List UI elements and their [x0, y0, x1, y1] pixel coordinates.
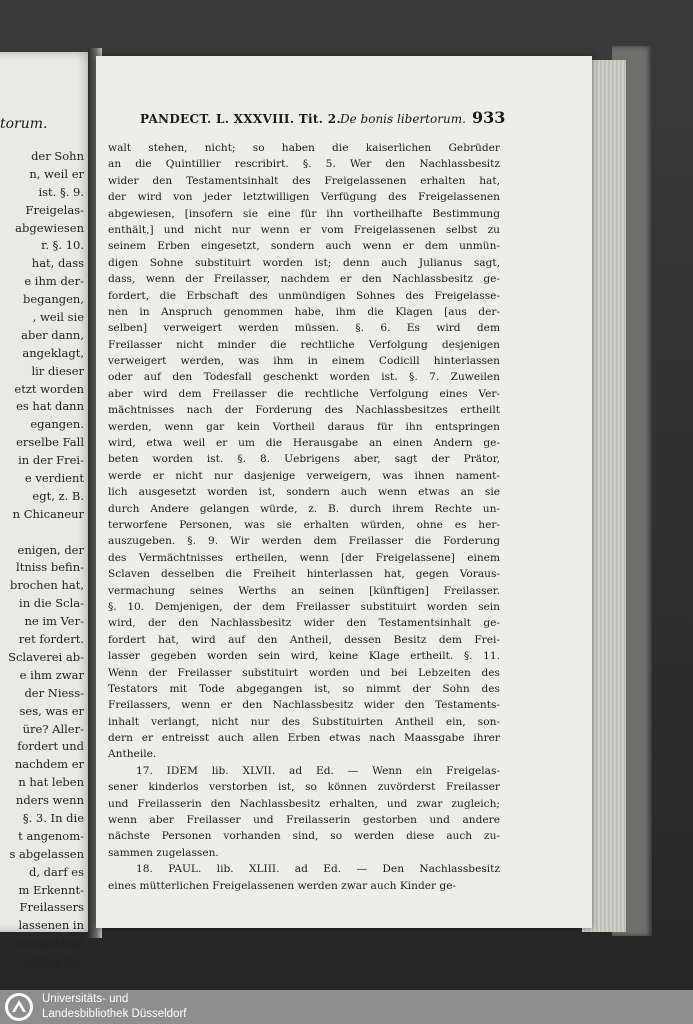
text-line: Antheile.	[108, 748, 157, 761]
text-line: dern er entreisst auch allen Erben etwas nach Maassgabe ihrer	[108, 732, 500, 745]
left-page-line: lassenen in	[18, 918, 84, 933]
text-line: beten worden ist. §. 8. Uebrigens aber, sagt der Prätor,	[108, 453, 500, 466]
text-line: wird, etwa weil er um die Herausgabe an einen Andern ge-	[108, 437, 500, 450]
left-page-line: s abgelassen	[9, 846, 84, 861]
text-line: Wenn der Freilasser substituirt worden und bei Lebzeiten des	[108, 666, 500, 679]
text-line: lich ausgesetzt worden ist, sondern auch wenn etwas an sie	[108, 486, 500, 499]
left-page-line: Freigelas-	[25, 202, 84, 217]
left-page-line: der Sohn	[31, 149, 84, 163]
left-page-line: etzt worden	[14, 381, 84, 396]
text-line: und Freilasserin den Nachlassbesitz erhalten, und zwar zugleich;	[108, 797, 500, 810]
text-line: nächste Personen vorhanden sind, so werden diese auch zu-	[108, 830, 500, 843]
text-line: lasser gegeben worden sein wird, keine Klage ertheilt. §. 11.	[108, 650, 500, 663]
text-line: terworfene Personen, was sie erhalten würden, ohne es her-	[108, 518, 500, 531]
left-page-line: üre? Aller-	[22, 721, 84, 736]
text-line: auszugeben. §. 9. Wir werden dem Freilasser die Forderung	[108, 535, 500, 548]
text-line: mächtnisses nach der Forderung des Nachlassbesitzes ertheilt	[108, 404, 500, 417]
left-page-line: n, weil er	[29, 166, 84, 181]
left-page-line: nders wenn	[15, 793, 84, 808]
text-line: inhalt verlangt, nicht nur des Substituirten Antheil ein, son-	[108, 715, 500, 728]
text-line: nen in Anspruch genommen habe, ihm die Klagen [aus der-	[108, 305, 500, 318]
running-head-title: PANDECT. L. XXXVIII. Tit. 2.	[140, 112, 341, 126]
text-line: durch Andere gelangen würde, z. B. durch ihrem Rechte un-	[108, 502, 500, 515]
left-page-line: seiner Ge-	[24, 954, 84, 969]
left-page-line: aber dann,	[21, 327, 84, 342]
left-page-line: t angenom-	[18, 828, 84, 843]
left-page-line: egangen.	[30, 417, 84, 432]
left-page-line: in der Frei-	[18, 453, 84, 468]
left-page-line: brochen hat,	[9, 578, 84, 593]
text-line: selben] verweigert werden müssen. §. 6. Es wird dem	[108, 322, 500, 335]
left-page-line: erselbe Fall	[16, 435, 84, 450]
left-page-line: e ihm zwar	[19, 667, 84, 682]
text-line: Sclaven desselben die Freiheit hinterlassen hat, gegen Voraus-	[108, 568, 500, 581]
left-page-line: abgewiesen	[15, 220, 84, 235]
text-line: wider den Testamentsinhalt des Freigelassenen erhalten hat,	[108, 174, 500, 187]
text-line: Freilassers, wenn er den Nachlassbesitz wider den Testaments-	[108, 699, 500, 712]
left-page-line: , weil sie	[32, 310, 84, 325]
text-line: Testators mit Tode abgegangen ist, so nimmt der Sohn des	[108, 682, 500, 695]
left-page-line: §. 3. In die	[22, 810, 84, 825]
text-line: aber wird dem Freilasser die rechtliche Verfolgung eines Ver-	[108, 387, 500, 400]
library-name-line-2: Landesbibliothek Düsseldorf	[42, 1007, 187, 1020]
left-page-line: es hat dann	[16, 399, 84, 414]
page-number: 933	[472, 108, 506, 127]
text-line: verweigert werden, was ihm in einem Codicill hinterlassen	[108, 355, 500, 368]
text-line: wenn aber Freilasser und Freilasserin gestorben und andere	[108, 814, 500, 827]
text-line: abgewiesen, [insofern sie eine für ihn vortheilhafte Bestimmung	[108, 207, 500, 220]
left-page-line: m Erkennt-	[18, 882, 84, 897]
left-page-line: s angeklagt	[16, 936, 84, 951]
left-page-line: ne im Ver-	[24, 614, 84, 629]
left-page-line: ist. §. 9.	[38, 184, 84, 199]
text-line: sener kinderlos verstorben ist, so können zuvörderst Freilasser	[108, 781, 500, 794]
left-page-line: ret fordert.	[18, 632, 84, 647]
text-line: digen Sohne substituirt worden ist; denn auch Julianus sagt,	[108, 256, 500, 269]
left-page-line: d, darf es	[28, 864, 84, 879]
text-line: 17. IDEM lib. XLVII. ad Ed. — Wenn ein Freigelas-	[136, 764, 500, 777]
left-page-line: e ihm der-	[24, 274, 84, 289]
left-page-line: Freilassers	[19, 900, 84, 915]
text-line: 18. PAUL. lib. XLIII. ad Ed. — Den Nachlassbesitz	[136, 863, 500, 876]
left-page-line: lir dieser	[31, 363, 84, 378]
text-line: dass, wenn der Freilasser, nachdem er den Nachlassbesitz ge-	[108, 273, 500, 286]
text-line: fordert hat, wird auf den Antheil, dessen Besitz dem Frei-	[108, 633, 500, 646]
left-page-heading: torum.	[0, 116, 48, 132]
text-line: werde er nicht nur dasjenige verweigern, was ihnen nament-	[108, 469, 500, 482]
left-page-line: ses, was er	[19, 703, 84, 718]
library-logo-icon	[4, 992, 34, 1022]
text-line: werden, wenn gar kein Vortheil daraus für ihn entspringen	[108, 420, 500, 433]
text-line: wird, der den Nachlassbesitz wider den Testamentsinhalt ge-	[108, 617, 500, 630]
library-name	[42, 992, 186, 1021]
text-line: seinem Erben eingesetzt, sondern auch wenn er dem unmün-	[108, 240, 500, 253]
left-page-line	[0, 524, 88, 542]
library-name-line-1: Universitäts- und	[42, 993, 129, 1005]
left-page-line: angeklagt,	[22, 345, 84, 360]
running-head-subtitle: De bonis libertorum.	[340, 112, 466, 126]
text-line: vermachung seines Werths an seinen [künftigen] Freilasser.	[108, 584, 500, 597]
text-line: an die Quintillier rescribirt. §. 5. Wer den Nachlassbesitz	[108, 158, 500, 171]
running-head	[140, 108, 506, 130]
text-line: fordert, die Erbschaft des unmündigen Sohnes des Freigelasse-	[108, 289, 500, 302]
text-line: des Vermächtnisses ertheilen, wenn [der Freigelassene] einem	[108, 551, 500, 564]
left-page-line: begangen,	[22, 292, 84, 307]
left-page-line: nachdem er	[14, 757, 84, 772]
text-line: der wird von jeder letztwilligen Verfügung des Freigelassenen	[108, 191, 500, 204]
left-page-line: ltniss befin-	[16, 560, 84, 575]
left-page-line: n hat leben	[18, 775, 84, 790]
left-page-line: enigen, der	[17, 542, 84, 557]
left-page-line: in die Scla-	[19, 596, 84, 611]
text-line: eines mütterlichen Freigelassenen werden zwar auch Kinder ge-	[108, 879, 457, 892]
left-page-line: hat, dass	[31, 256, 84, 271]
left-page-line: e verdient	[24, 471, 84, 486]
left-page-text	[0, 148, 88, 971]
library-footer-bar	[0, 990, 693, 1024]
text-line: §. 10. Demjenigen, der dem Freilasser substituirt worden sein	[108, 600, 500, 613]
text-line: sammen zugelassen.	[108, 846, 219, 859]
body-text	[108, 140, 500, 894]
left-page-line: n Chicaneur	[12, 506, 84, 521]
left-page-line: r. §. 10.	[41, 238, 84, 253]
left-page-line: egt, z. B.	[32, 488, 84, 503]
left-page-line: der Niess-	[24, 685, 84, 700]
left-page-line: Sclaverei ab-	[8, 649, 84, 664]
text-line: walt stehen, nicht; so haben die kaiserlichen Gebrüder	[108, 142, 500, 154]
text-line: oder auf den Todesfall geschenkt worden ist. §. 7. Zuweilen	[108, 371, 500, 384]
left-page-line: fordert und	[17, 739, 84, 754]
text-line: Freilasser nicht minder die rechtliche Verfolgung desjenigen	[108, 338, 500, 351]
text-line: enthält,] und nicht nur wenn er vom Freigelassenen selbst zu	[108, 223, 500, 236]
left-page	[0, 52, 92, 969]
